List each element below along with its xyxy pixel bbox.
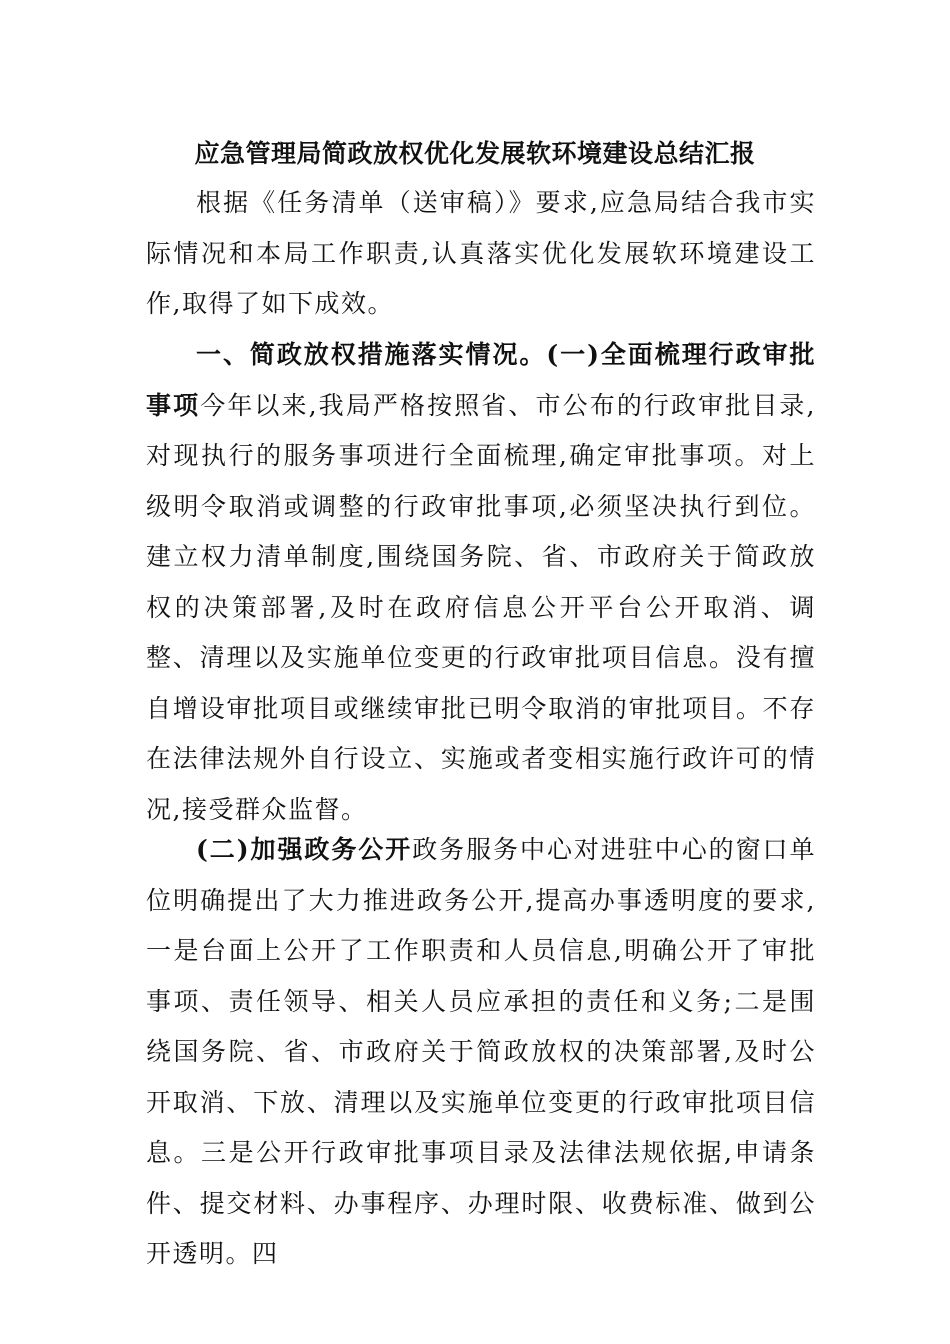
document-title: 应急管理局简政放权优化发展软环境建设总结汇报 bbox=[194, 139, 756, 168]
section-one-body: 今年以来,我局严格按照省、市公布的行政审批目录,对现执行的服务事项进行全面梳理,确定审批事项。对上级明令取消或调整的行政审批事项,必须坚决执行到位。建立权力清单制度,围绕国务院、省、市政府关于简政放权的决策部署,及时在政府信息公开平台公开取消、调整、清理以及实施单位变更的行政审批项目信息。没有擅自增设审批项目或继续审批已明令取消的审批项目。不存在法律法规外自行设立、实施或者变相实施行政许可的情况,接受群众监督。 bbox=[146, 390, 816, 824]
intro-paragraph: 根据《任务清单（送审稿）》要求,应急局结合我市实际情况和本局工作职责,认真落实优化发展软环境建设工作,取得了如下成效。 bbox=[146, 188, 816, 318]
section-one-heading: 一、简政放权措施落实情况。(一)全面梳理行政审批事项 bbox=[146, 340, 816, 420]
section-two-body: 政务服务中心对进驻中心的窗口单位明确提出了大力推进政务公开,提高办事透明度的要求,一是台面上公开了工作职责和人员信息,明确公开了审批事项、责任领导、相关人员应承担的责任和义务;二是围绕国务院、省、市政府关于简政放权的决策部署,及时公开取消、下放、清理以及实施单位变更的行政审批项目信息。三是公开行政审批事项目录及法律法规依据,申请条件、提交材料、办事程序、办理时限、收费标准、做到公开透明。四 bbox=[146, 835, 816, 1268]
section-one-paragraph bbox=[146, 330, 816, 835]
section-two-paragraph bbox=[146, 825, 816, 1280]
section-two-heading: (二)加强政务公开 bbox=[196, 835, 413, 864]
